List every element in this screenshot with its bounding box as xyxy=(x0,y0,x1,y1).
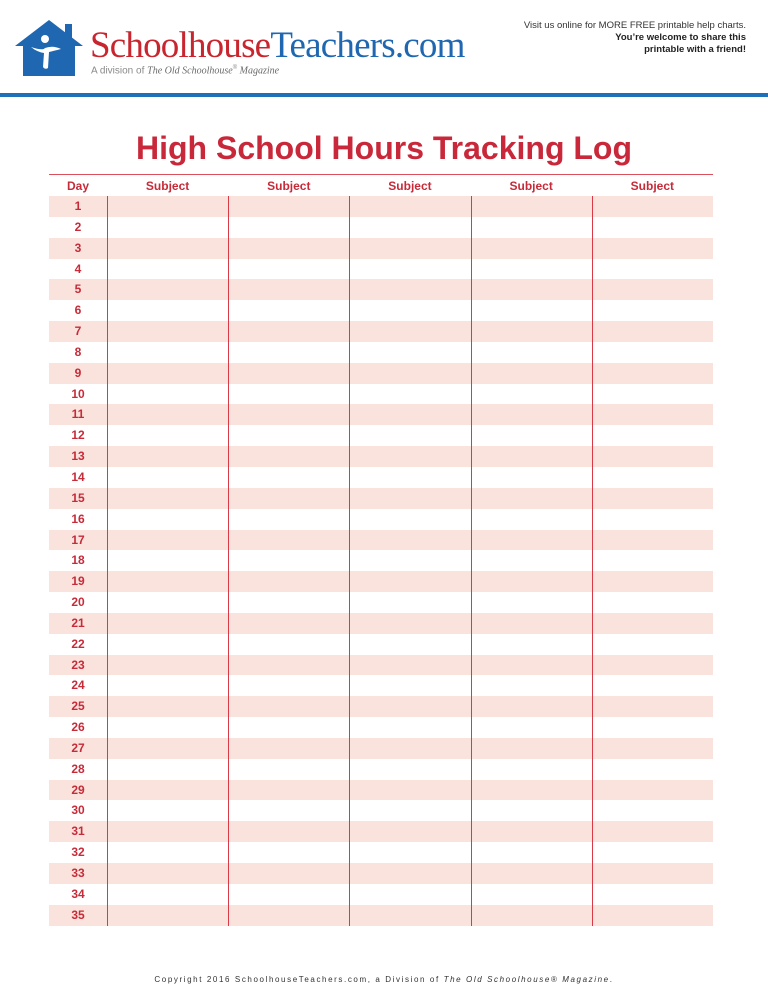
subject-cell-2[interactable] xyxy=(228,571,349,592)
subject-cell-5[interactable] xyxy=(592,384,713,405)
subject-cell-4[interactable] xyxy=(471,738,592,759)
table-row xyxy=(49,821,713,842)
subject-cell-1[interactable] xyxy=(107,259,228,280)
column-header-subject-2: Subject xyxy=(267,178,311,193)
table-row xyxy=(49,509,713,530)
table-row xyxy=(49,571,713,592)
subject-cell-4[interactable] xyxy=(471,259,592,280)
subject-cell-3[interactable] xyxy=(349,321,470,342)
subject-cell-4[interactable] xyxy=(471,550,592,571)
subject-cell-2[interactable] xyxy=(228,780,349,801)
tagline-magazine-name: The Old Schoolhouse xyxy=(147,65,233,77)
subject-cell-1[interactable] xyxy=(107,550,228,571)
subject-cell-4[interactable] xyxy=(471,571,592,592)
subject-cell-4[interactable] xyxy=(471,759,592,780)
day-number: 26 xyxy=(71,720,85,735)
subject-cell-2[interactable] xyxy=(228,800,349,821)
subject-cell-4[interactable] xyxy=(471,905,592,926)
subject-cell-4[interactable] xyxy=(471,425,592,446)
subject-cell-3[interactable] xyxy=(349,217,470,238)
day-number: 9 xyxy=(74,365,82,380)
brand-tagline xyxy=(91,65,279,76)
page-header xyxy=(0,0,768,100)
column-header-day: Day xyxy=(66,178,89,193)
column-header-subject-1: Subject xyxy=(145,178,190,193)
subject-cell-4[interactable] xyxy=(471,363,592,384)
day-number: 7 xyxy=(74,324,82,339)
subject-cell-3[interactable] xyxy=(349,717,470,738)
day-number: 23 xyxy=(71,657,85,672)
subject-cell-2[interactable] xyxy=(228,363,349,384)
subject-cell-2[interactable] xyxy=(228,821,349,842)
subject-cell-2[interactable] xyxy=(228,425,349,446)
subject-cell-2[interactable] xyxy=(228,696,349,717)
subject-cell-2[interactable] xyxy=(228,884,349,905)
subject-cell-4[interactable] xyxy=(471,196,592,217)
subject-cell-2[interactable] xyxy=(228,238,349,259)
subject-cell-5[interactable] xyxy=(592,863,713,884)
subject-cell-1[interactable] xyxy=(107,780,228,801)
page-title: High School Hours Tracking Log xyxy=(135,130,633,166)
subject-cell-2[interactable] xyxy=(228,321,349,342)
subject-cell-5[interactable] xyxy=(592,717,713,738)
subject-cell-5[interactable] xyxy=(592,509,713,530)
subject-cell-2[interactable] xyxy=(228,279,349,300)
subject-cell-3[interactable] xyxy=(349,363,470,384)
table-row xyxy=(49,634,713,655)
subject-cell-4[interactable] xyxy=(471,321,592,342)
subject-cell-3[interactable] xyxy=(349,634,470,655)
promo-text xyxy=(524,20,746,56)
subject-cell-3[interactable] xyxy=(349,384,470,405)
subject-cell-5[interactable] xyxy=(592,842,713,863)
day-number: 15 xyxy=(71,490,85,505)
hours-tracking-table xyxy=(49,174,713,926)
subject-cell-3[interactable] xyxy=(349,238,470,259)
day-number: 34 xyxy=(71,886,85,901)
day-number: 32 xyxy=(71,845,85,860)
subject-cell-4[interactable] xyxy=(471,467,592,488)
subject-cell-5[interactable] xyxy=(592,196,713,217)
subject-cell-5[interactable] xyxy=(592,696,713,717)
day-number: 2 xyxy=(74,219,82,234)
day-number: 33 xyxy=(71,866,85,880)
table-row xyxy=(49,196,713,217)
table-header-row xyxy=(49,175,713,196)
promo-line-1: Visit us online for MORE FREE printable help charts. xyxy=(523,20,746,31)
subject-cell-4[interactable] xyxy=(471,530,592,551)
table-row xyxy=(49,530,713,551)
table-row xyxy=(49,592,713,613)
subject-cell-1[interactable] xyxy=(107,217,228,238)
subject-cell-3[interactable] xyxy=(349,738,470,759)
table-body xyxy=(49,196,713,926)
subject-cell-5[interactable] xyxy=(592,446,713,467)
header-divider xyxy=(0,93,768,97)
day-number: 25 xyxy=(71,699,85,714)
table-row xyxy=(49,759,713,780)
table-row xyxy=(49,238,713,259)
subject-cell-5[interactable] xyxy=(592,759,713,780)
subject-cell-3[interactable] xyxy=(349,571,470,592)
subject-cell-4[interactable] xyxy=(471,592,592,613)
subject-cell-4[interactable] xyxy=(471,446,592,467)
subject-cell-3[interactable] xyxy=(349,300,470,321)
table-row xyxy=(49,675,713,696)
subject-cell-5[interactable] xyxy=(592,300,713,321)
table-row xyxy=(49,696,713,717)
subject-cell-2[interactable] xyxy=(228,342,349,363)
subject-cell-1[interactable] xyxy=(107,300,228,321)
subject-cell-5[interactable] xyxy=(592,279,713,300)
brand-wordmark xyxy=(90,26,465,66)
subject-cell-2[interactable] xyxy=(228,675,349,696)
promo-line-3: printable with a friend! xyxy=(644,44,746,55)
subject-cell-4[interactable] xyxy=(471,509,592,530)
column-header-subject-3: Subject xyxy=(388,178,432,193)
subject-cell-2[interactable] xyxy=(228,863,349,884)
subject-cell-2[interactable] xyxy=(228,905,349,926)
subject-cell-4[interactable] xyxy=(471,696,592,717)
day-number: 31 xyxy=(71,824,85,839)
day-number: 29 xyxy=(71,782,85,797)
subject-cell-5[interactable] xyxy=(592,905,713,926)
subject-cell-1[interactable] xyxy=(107,634,228,655)
tagline-registered-mark: ® xyxy=(232,65,238,71)
subject-cell-5[interactable] xyxy=(592,467,713,488)
subject-cell-5[interactable] xyxy=(592,821,713,842)
subject-cell-1[interactable] xyxy=(107,675,228,696)
subject-cell-1[interactable] xyxy=(107,384,228,405)
subject-cell-4[interactable] xyxy=(471,655,592,676)
day-number: 5 xyxy=(74,282,82,297)
subject-cell-4[interactable] xyxy=(471,238,592,259)
day-number: 4 xyxy=(74,261,82,276)
subject-cell-1[interactable] xyxy=(107,238,228,259)
subject-cell-3[interactable] xyxy=(349,592,470,613)
subject-cell-2[interactable] xyxy=(228,259,349,280)
day-number: 16 xyxy=(71,511,85,526)
table-row xyxy=(49,321,713,342)
subject-cell-5[interactable] xyxy=(592,550,713,571)
table-row xyxy=(49,780,713,801)
table-row xyxy=(49,404,713,425)
subject-cell-2[interactable] xyxy=(228,717,349,738)
subject-cell-4[interactable] xyxy=(471,384,592,405)
subject-cell-3[interactable] xyxy=(349,905,470,926)
tagline-prefix: A division of xyxy=(91,65,148,77)
subject-cell-3[interactable] xyxy=(349,759,470,780)
subject-cell-1[interactable] xyxy=(107,884,228,905)
subject-cell-2[interactable] xyxy=(228,738,349,759)
subject-cell-4[interactable] xyxy=(471,279,592,300)
subject-cell-3[interactable] xyxy=(349,800,470,821)
day-number: 3 xyxy=(74,240,82,255)
column-header-subject-5: Subject xyxy=(630,178,675,193)
subject-cell-5[interactable] xyxy=(592,780,713,801)
subject-cell-5[interactable] xyxy=(592,613,713,634)
table-row xyxy=(49,384,713,405)
table-row xyxy=(49,300,713,321)
subject-cell-5[interactable] xyxy=(592,571,713,592)
table-row xyxy=(49,863,713,884)
subject-cell-1[interactable] xyxy=(107,571,228,592)
subject-cell-2[interactable] xyxy=(228,613,349,634)
table-row xyxy=(49,342,713,363)
subject-cell-2[interactable] xyxy=(228,217,349,238)
subject-cell-5[interactable] xyxy=(592,342,713,363)
subject-cell-1[interactable] xyxy=(107,613,228,634)
subject-cell-1[interactable] xyxy=(107,446,228,467)
subject-cell-2[interactable] xyxy=(228,300,349,321)
subject-cell-4[interactable] xyxy=(471,800,592,821)
subject-cell-4[interactable] xyxy=(471,217,592,238)
copyright-footer xyxy=(0,975,768,984)
subject-cell-3[interactable] xyxy=(349,259,470,280)
footer-prefix: Copyright 2016 SchoolhouseTeachers.com, a Division of xyxy=(154,975,444,984)
table-row xyxy=(49,738,713,759)
brand-part-schoolhouse: Schoolhouse xyxy=(90,25,271,66)
subject-cell-3[interactable] xyxy=(349,467,470,488)
table-row xyxy=(49,655,713,676)
subject-cell-3[interactable] xyxy=(349,675,470,696)
day-number: 30 xyxy=(71,803,85,818)
promo-line-2: You’re welcome to share this xyxy=(615,32,746,43)
subject-cell-3[interactable] xyxy=(349,509,470,530)
subject-cell-1[interactable] xyxy=(107,842,228,863)
subject-cell-1[interactable] xyxy=(107,196,228,217)
subject-cell-1[interactable] xyxy=(107,467,228,488)
table-row xyxy=(49,446,713,467)
day-number: 14 xyxy=(71,469,85,484)
subject-cell-5[interactable] xyxy=(592,800,713,821)
subject-cell-1[interactable] xyxy=(107,363,228,384)
table-row xyxy=(49,800,713,821)
subject-cell-3[interactable] xyxy=(349,821,470,842)
subject-cell-3[interactable] xyxy=(349,613,470,634)
table-row xyxy=(49,363,713,384)
day-number: 11 xyxy=(71,407,85,422)
subject-cell-2[interactable] xyxy=(228,759,349,780)
subject-cell-2[interactable] xyxy=(228,404,349,425)
subject-cell-5[interactable] xyxy=(592,425,713,446)
subject-cell-2[interactable] xyxy=(228,196,349,217)
subject-cell-5[interactable] xyxy=(592,238,713,259)
table-row xyxy=(49,467,713,488)
table-row xyxy=(49,613,713,634)
subject-cell-1[interactable] xyxy=(107,759,228,780)
subject-cell-2[interactable] xyxy=(228,842,349,863)
day-number: 28 xyxy=(71,761,85,776)
day-number: 21 xyxy=(71,615,85,630)
subject-cell-1[interactable] xyxy=(107,488,228,509)
day-number: 19 xyxy=(71,574,85,589)
subject-cell-5[interactable] xyxy=(592,884,713,905)
subject-cell-4[interactable] xyxy=(471,634,592,655)
table-row xyxy=(49,905,713,926)
subject-cell-3[interactable] xyxy=(349,884,470,905)
subject-cell-4[interactable] xyxy=(471,613,592,634)
house-with-figure-icon xyxy=(15,20,83,76)
subject-cell-3[interactable] xyxy=(349,425,470,446)
subject-cell-2[interactable] xyxy=(228,550,349,571)
subject-cell-5[interactable] xyxy=(592,592,713,613)
day-number: 35 xyxy=(71,907,85,922)
day-number: 24 xyxy=(71,678,85,693)
subject-cell-4[interactable] xyxy=(471,675,592,696)
subject-cell-5[interactable] xyxy=(592,675,713,696)
subject-cell-1[interactable] xyxy=(107,655,228,676)
table-row xyxy=(49,217,713,238)
subject-cell-4[interactable] xyxy=(471,404,592,425)
subject-cell-4[interactable] xyxy=(471,863,592,884)
subject-cell-5[interactable] xyxy=(592,738,713,759)
subject-cell-3[interactable] xyxy=(349,655,470,676)
subject-cell-1[interactable] xyxy=(107,800,228,821)
table-row xyxy=(49,550,713,571)
subject-cell-3[interactable] xyxy=(349,404,470,425)
table-row xyxy=(49,842,713,863)
tagline-suffix: Magazine xyxy=(237,65,280,77)
day-number: 1 xyxy=(74,199,82,213)
subject-cell-1[interactable] xyxy=(107,342,228,363)
subject-cell-1[interactable] xyxy=(107,425,228,446)
footer-suffix: . xyxy=(609,975,614,984)
subject-cell-3[interactable] xyxy=(349,279,470,300)
subject-cell-4[interactable] xyxy=(471,488,592,509)
subject-cell-3[interactable] xyxy=(349,550,470,571)
subject-cell-1[interactable] xyxy=(107,404,228,425)
subject-cell-5[interactable] xyxy=(592,655,713,676)
subject-cell-2[interactable] xyxy=(228,655,349,676)
subject-cell-3[interactable] xyxy=(349,863,470,884)
day-number: 6 xyxy=(74,303,82,318)
subject-cell-4[interactable] xyxy=(471,300,592,321)
day-number: 17 xyxy=(71,532,85,547)
day-number: 20 xyxy=(71,595,85,610)
subject-cell-4[interactable] xyxy=(471,780,592,801)
subject-cell-3[interactable] xyxy=(349,530,470,551)
subject-cell-5[interactable] xyxy=(592,259,713,280)
day-number: 12 xyxy=(71,428,85,443)
subject-cell-1[interactable] xyxy=(107,738,228,759)
subject-cell-1[interactable] xyxy=(107,530,228,551)
subject-cell-3[interactable] xyxy=(349,488,470,509)
footer-magazine-name: The Old Schoolhouse® Magazine xyxy=(443,975,610,984)
day-number: 18 xyxy=(71,553,85,568)
table-row xyxy=(49,279,713,300)
subject-cell-5[interactable] xyxy=(592,217,713,238)
subject-cell-3[interactable] xyxy=(349,842,470,863)
subject-cell-4[interactable] xyxy=(471,821,592,842)
day-number: 10 xyxy=(71,386,85,401)
subject-cell-5[interactable] xyxy=(592,634,713,655)
table-row xyxy=(49,884,713,905)
subject-cell-2[interactable] xyxy=(228,488,349,509)
subject-cell-1[interactable] xyxy=(107,696,228,717)
subject-cell-5[interactable] xyxy=(592,321,713,342)
subject-cell-3[interactable] xyxy=(349,196,470,217)
subject-cell-3[interactable] xyxy=(349,780,470,801)
subject-cell-2[interactable] xyxy=(228,467,349,488)
subject-cell-3[interactable] xyxy=(349,342,470,363)
subject-cell-2[interactable] xyxy=(228,634,349,655)
table-row xyxy=(49,259,713,280)
subject-cell-1[interactable] xyxy=(107,592,228,613)
subject-cell-3[interactable] xyxy=(349,696,470,717)
subject-cell-5[interactable] xyxy=(592,404,713,425)
subject-cell-4[interactable] xyxy=(471,884,592,905)
day-number: 8 xyxy=(74,344,82,359)
subject-cell-1[interactable] xyxy=(107,863,228,884)
subject-cell-3[interactable] xyxy=(349,446,470,467)
subject-cell-2[interactable] xyxy=(228,446,349,467)
subject-cell-2[interactable] xyxy=(228,384,349,405)
table-row xyxy=(49,488,713,509)
subject-cell-4[interactable] xyxy=(471,717,592,738)
subject-cell-4[interactable] xyxy=(471,842,592,863)
subject-cell-2[interactable] xyxy=(228,509,349,530)
subject-cell-2[interactable] xyxy=(228,530,349,551)
subject-cell-1[interactable] xyxy=(107,717,228,738)
day-number: 13 xyxy=(71,449,85,464)
table-row xyxy=(49,717,713,738)
day-number: 27 xyxy=(71,740,85,755)
column-header-subject-4: Subject xyxy=(509,178,553,193)
subject-cell-1[interactable] xyxy=(107,279,228,300)
table-row xyxy=(49,425,713,446)
brand-part-teachers: Teachers.com xyxy=(270,25,465,66)
subject-cell-4[interactable] xyxy=(471,342,592,363)
subject-cell-1[interactable] xyxy=(107,905,228,926)
subject-cell-1[interactable] xyxy=(107,821,228,842)
subject-cell-1[interactable] xyxy=(107,509,228,530)
subject-cell-5[interactable] xyxy=(592,363,713,384)
subject-cell-1[interactable] xyxy=(107,321,228,342)
subject-cell-2[interactable] xyxy=(228,592,349,613)
subject-cell-5[interactable] xyxy=(592,488,713,509)
day-number: 22 xyxy=(71,636,85,651)
subject-cell-5[interactable] xyxy=(592,530,713,551)
